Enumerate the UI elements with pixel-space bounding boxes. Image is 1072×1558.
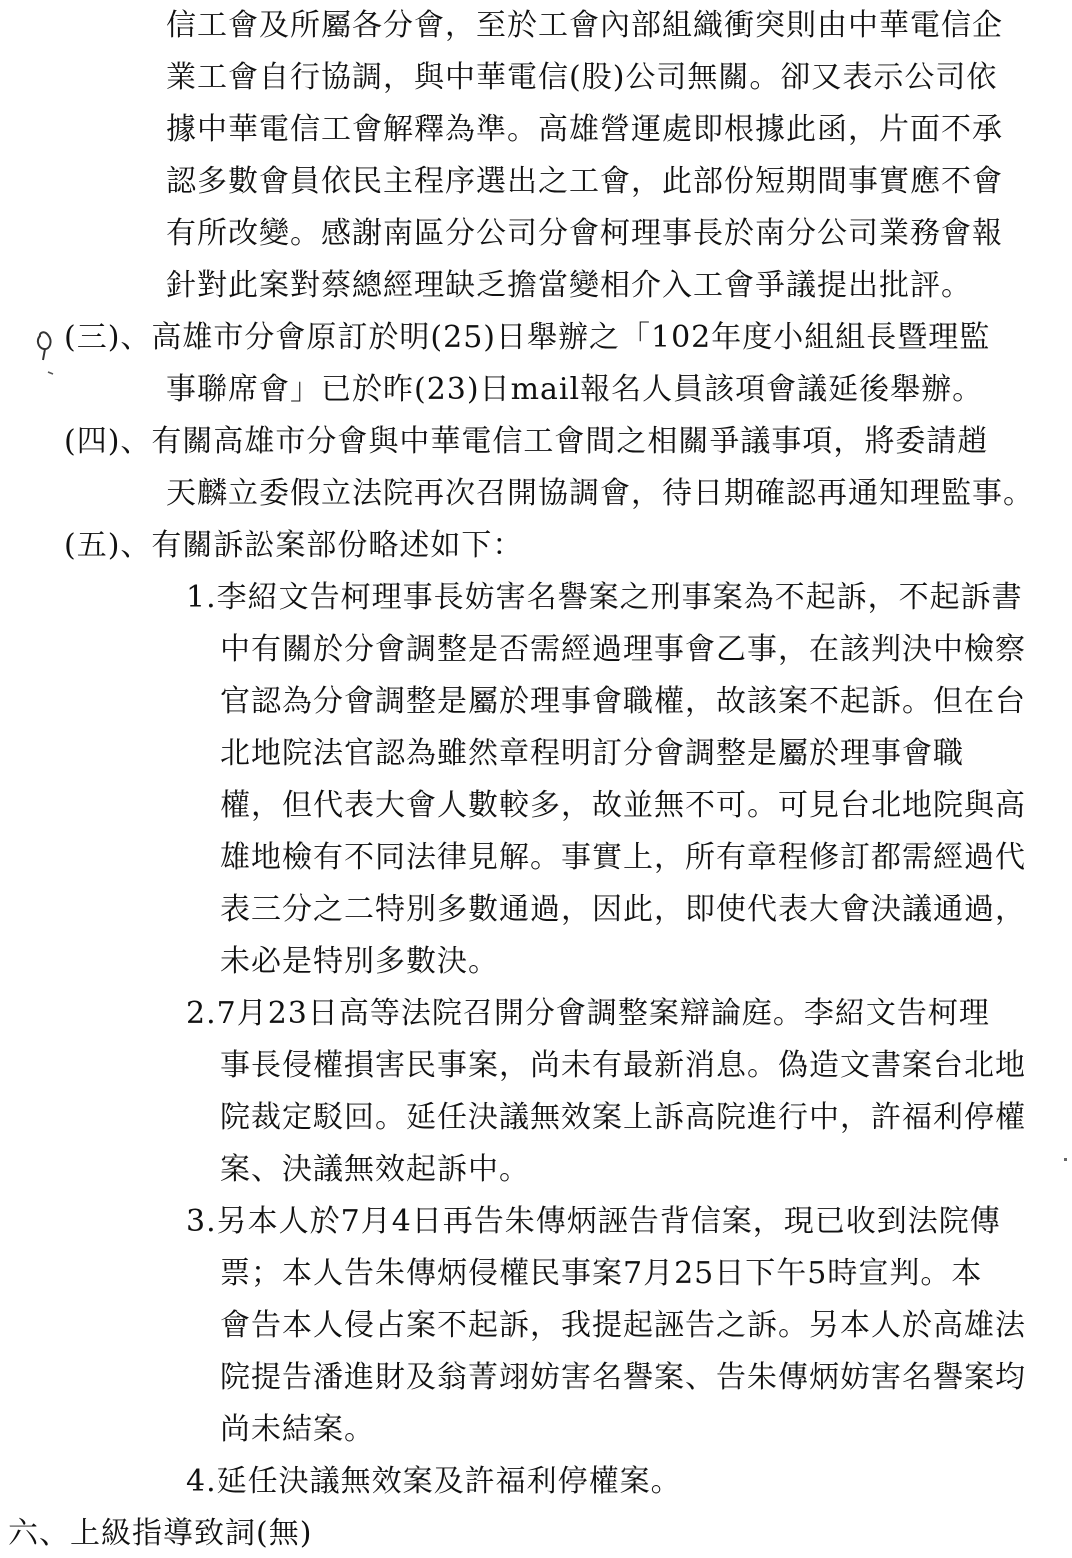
text-line: 事聯席會」已於昨(23)日mail報名人員該項會議延後舉辦。 — [166, 372, 984, 407]
numbered-item-3: 3.另本人於7月4日再告朱傳炳誣告背信案，現已收到法院傳 — [186, 1204, 1001, 1239]
text-line: 票；本人告朱傳炳侵權民事案7月25日下午5時宣判。本 — [220, 1256, 983, 1291]
text-line: 權，但代表大會人數較多，故並無不可。可見台北地院與高 — [220, 788, 1026, 823]
text-line: 院裁定駁回。延任決議無效案上訴高院進行中，許福利停權 — [220, 1100, 1026, 1135]
text-line: 未必是特別多數決。 — [220, 944, 499, 979]
text-line: 據中華電信工會解釋為準。高雄營運處即根據此函，片面不承 — [166, 112, 1003, 147]
text-line: 認多數會員依民主程序選出之工會，此部份短期間事實應不會 — [166, 164, 1003, 199]
text-line: 天麟立委假立法院再次召開協調會，待日期確認再通知理監事。 — [166, 476, 1034, 511]
text-line: 中有關於分會調整是否需經過理事會乙事，在該判決中檢察 — [220, 632, 1026, 667]
text-line: 案、決議無效起訴中。 — [220, 1152, 530, 1187]
text-line: 表三分之二特別多數通過，因此，即使代表大會決議通過， — [220, 892, 1026, 927]
text-line: 會告本人侵占案不起訴，我提起誣告之訴。另本人於高雄法 — [220, 1308, 1026, 1343]
text-line: 有所改變。感謝南區分公司分會柯理事長於南分公司業務會報 — [166, 216, 1003, 251]
text-line: 雄地檢有不同法律見解。事實上，所有章程修訂都需經過代 — [220, 840, 1026, 875]
section-item-5: (五)、有關訴訟案部份略述如下： — [64, 528, 524, 563]
stray-dot — [1064, 1158, 1067, 1161]
section-item-4: (四)、有關高雄市分會與中華電信工會間之相關爭議事項，將委請趙 — [64, 424, 989, 459]
section-item-3: (三)、高雄市分會原訂於明(25)日舉辦之「102年度小組組長暨理監 — [64, 320, 991, 355]
numbered-item-1: 1.李紹文告柯理事長妨害名譽案之刑事案為不起訴，不起訴書 — [186, 580, 1023, 615]
text-line: 北地院法官認為雖然章程明訂分會調整是屬於理事會職 — [220, 736, 964, 771]
text-line: 院提告潘進財及翁菁翊妨害名譽案、告朱傳炳妨害名譽案均 — [220, 1360, 1026, 1395]
numbered-item-4: 4.延任決議無效案及許福利停權案。 — [186, 1464, 682, 1499]
handwritten-mark-icon — [34, 330, 58, 376]
text-line: 針對此案對蔡總經理缺乏擔當變相介入工會爭議提出批評。 — [166, 268, 972, 303]
text-line: 業工會自行協調，與中華電信(股)公司無關。卻又表示公司依 — [166, 60, 998, 95]
section-heading-6: 六、上級指導致詞(無) — [8, 1516, 313, 1551]
text-line: 官認為分會調整是屬於理事會職權，故該案不起訴。但在台 — [220, 684, 1026, 719]
text-line: 信工會及所屬各分會，至於工會內部組織衝突則由中華電信企 — [166, 8, 1003, 43]
text-line: 事長侵權損害民事案，尚未有最新消息。偽造文書案台北地 — [220, 1048, 1026, 1083]
text-line: 尚未結案。 — [220, 1412, 375, 1447]
numbered-item-2: 2.7月23日高等法院召開分會調整案辯論庭。李紹文告柯理 — [186, 996, 990, 1031]
